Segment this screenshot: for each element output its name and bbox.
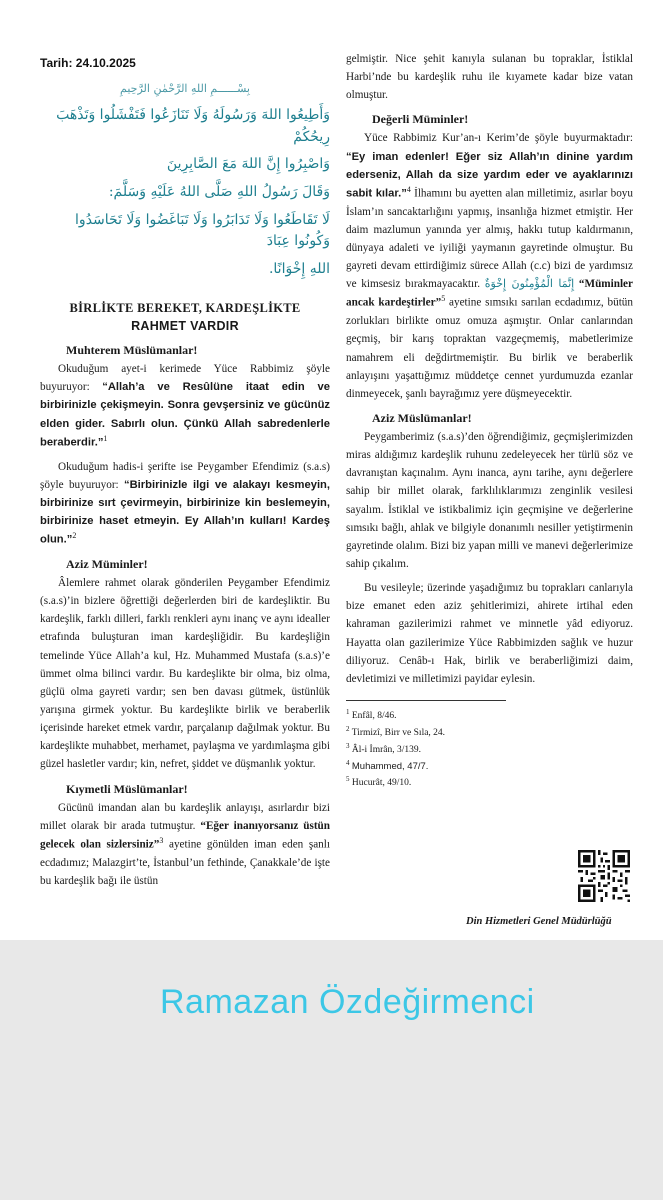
- footnote-ref: 5: [441, 294, 446, 304]
- paragraph-text: Okuduğum ayet-i kerimede Yüce Rabbimiz şöyle buyuruyor:: [40, 363, 330, 394]
- footnote-number: 2: [346, 724, 350, 733]
- footnote-ref: 4: [406, 184, 411, 194]
- verse-translation: “Müminler ancak kardeştirler”: [346, 278, 633, 310]
- paragraph-text: ayetine sımsıkı sarılan ecdadımız, bütün zorlukları birlikte omuz omuza aşmıştır. Onlar canlarından geçmiş, bir karış topraktan vazgeçmemiş, mabetlerimize namahrem eli değdirtmemiştir. Bu birlik ve beraberlik anlayışını yaşattığımız müddetçe cennet yurdumuzda ezanlar dinmeyecek, şanlı bayrağımız yere düşmeyecektir.: [346, 297, 633, 400]
- footnote: [346, 758, 506, 775]
- footnote-ref: 2: [72, 531, 77, 541]
- sermon-title-line-2: RAHMET VARDIR: [131, 318, 239, 333]
- hadith-translation: “Birbirinizle ilgi ve alakayı kesmeyin, birbirinize sırt çevirmeyin, birbirinize kin beslemeyin, birbirinize haset etmeyin. Ey Allah’ın kulları! Kardeş olun.”: [40, 478, 330, 546]
- verse-translation: “Eğer inanıyorsanız üstün gelecek olan sizlersiniz”: [40, 819, 330, 851]
- footnote-text: Muhammed, 47/7.: [351, 760, 429, 772]
- arabic-verse-line-1: وَأَطِيعُوا اللهَ وَرَسُولَهُ وَلَا تَنَازَعُوا فَتَفْشَلُوا وَتَذْهَبَ رِيحُكُمْ: [56, 107, 330, 145]
- section-heading: Kıymetli Müslümanlar!: [66, 781, 188, 796]
- footnote-number: 3: [346, 741, 350, 750]
- sermon-title: [40, 299, 330, 335]
- bismillah: بِسْــــــمِ اللهِ الرَّحْمٰنِ الرَّحِيمِ: [120, 82, 250, 95]
- footnote: [346, 724, 506, 741]
- footnote: [346, 774, 506, 791]
- publisher-name: Din Hizmetleri Genel Müdürlüğü: [466, 916, 612, 927]
- paragraph-text: ayetine gönülden iman eden şanlı ecdadımız; Malazgirt’te, İstanbul’un fethinde, Çanakkale’de işte bu kardeşlik bağı ile üstün: [40, 838, 330, 887]
- section-heading: Aziz Müminler!: [66, 556, 148, 571]
- sermon-date: Tarih: 24.10.2025: [40, 56, 136, 70]
- paragraph: Âlemlere rahmet olarak gönderilen Peygamber Efendimiz (s.a.s)’in bizlere öğrettiği değerlerden biri de kardeşliktir. Bu kardeşlik, farklı dilleri, farklı renkleri aynı inanç ve aynı idealler etrafında buluşturan iman kardeşliğidir. Bu kardeşliğin temelinde Yüce Allah’a kul, Hz. Muhammed Mustafa (s.a.s)’e ümmet olma bilinci vardır. Bu kardeşlikte bir olma, biz olma, güçlü olma gayreti vardır; sen ben davası gütmek, üstünlük yarışına girmek yoktur. Bu kardeşlikte birlik ve beraberlik içerisinde hareket etmek vardır, parçalanıp dağılmak yoktur. Bu kardeşlikte muhabbet, merhamet, paylaşma ve yardımlaşma gibi güzel hasletler vardır; kin, nefret, şiddet ve düşmanlık yoktur.: [40, 576, 330, 771]
- paragraph-text: Gücünü imandan alan bu kardeşlik anlayışı, asırlardır bizi millet olarak bir arada tutmuştur.: [40, 801, 330, 832]
- footnote-ref: 3: [159, 835, 164, 845]
- paragraph: [346, 129, 633, 403]
- paragraph: [40, 458, 330, 549]
- bottom-strip: [0, 940, 663, 1200]
- paragraph-text: Okuduğum hadis-i şerifte ise Peygamber Efendimiz (s.a.s) şöyle buyuruyor:: [40, 460, 330, 491]
- qr-code-icon[interactable]: [578, 850, 630, 902]
- section-heading: Aziz Müslümanlar!: [372, 411, 472, 425]
- verse-translation: “Allah’a ve Resûlüne itaat edin ve birbirinizle çekişmeyin. Sonra gevşersiniz ve gücünüz elden gider. Sabırlı olun. Çünkü Allah sabredenlerle beraberdir.”: [40, 381, 330, 449]
- arabic-verse-line-2: وَاصْبِرُوا إِنَّ اللهَ مَعَ الصَّابِرِينَ: [166, 156, 330, 173]
- paragraph-text: İlhamını bu ayetten alan milletimiz, asırlar boyu İslam’ın sancaktarlığını yapmış, insanlığa hizmet etmiştir. Her daim mazlumun yanında yer almış, hakkı tutup kaldırmanın, dünyaya adaleti ve iyiliği yaymanın gayretinde olmuştur. Bu gayreti devam ettirdiğimiz sürece Allah (c.c) bizi de yardımsız ve kimsesiz bırakmayacaktır.: [346, 187, 633, 291]
- footnote-number: 5: [346, 775, 350, 784]
- footnotes: [346, 700, 506, 791]
- footnote-text: Tirmizî, Birr ve Sıla, 24.: [351, 728, 446, 738]
- footnote-number: 4: [346, 758, 350, 767]
- footnote: [346, 707, 506, 724]
- right-column: [346, 50, 633, 791]
- left-column: [40, 56, 330, 890]
- section-heading: Değerli Müminler!: [372, 112, 469, 127]
- sermon-title-line-1: BİRLİKTE BEREKET, KARDEŞLİKTE: [69, 300, 301, 315]
- footnote-ref: 1: [103, 433, 108, 443]
- paragraph: [40, 799, 330, 890]
- verse-translation: “Ey iman edenler! Eğer siz Allah’ın dinine yardım ederseniz, Allah da size yardım eder ve ayaklarınızı sabit kılar.”: [346, 150, 633, 200]
- signature-text: Ramazan Özdeğirmenci: [160, 983, 535, 1021]
- arabic-hadith-line-1: لَا تَقَاطَعُوا وَلَا تَدَابَرُوا وَلَا تَبَاغَضُوا وَلَا تَحَاسَدُوا وَكُونُوا عِبَادَ: [75, 211, 330, 250]
- arabic-hadith-intro: وَقَالَ رَسُولُ اللهِ صَلَّى اللهُ عَلَيْهِ وَسَلَّمَ:: [108, 184, 330, 201]
- section-heading: Muhterem Müslümanlar!: [66, 343, 198, 358]
- footnote-text: Enfâl, 8/46.: [351, 711, 397, 722]
- footnote-text: Hucurât, 49/10.: [351, 778, 412, 789]
- arabic-inline-verse: إِنَّمَا الْمُؤْمِنُونَ إِخْوَةٌ: [484, 277, 575, 291]
- arabic-hadith-line-2: اللهِ إِخْوَانًا.: [268, 261, 330, 278]
- footnote-number: 1: [346, 707, 350, 716]
- paragraph: gelmiştir. Nice şehit kanıyla sulanan bu topraklar, İstiklal Harbi’nde bu kardeşlik ruhu ile kıyamete kadar bize vatan olmuştur.: [346, 53, 633, 102]
- paragraph-text: Yüce Rabbimiz Kur’an-ı Kerim’de şöyle buyurmaktadır:: [364, 132, 633, 145]
- footnote-text: Âl-i İmrân, 3/139.: [351, 744, 422, 755]
- paragraph: [40, 360, 330, 451]
- paragraph: Peygamberimiz (s.a.s)’den öğrendiğimiz, geçmişlerimizden miras aldığımız kardeşlik ruhunu zedeleyecek her türlü söz ve davranıştan kaçınalım. Aynı inanca, aynı tarihe, aynı değerlere sahip bir millet olarak, farklılıklarımızı zenginlik vesilesi sayalım. İstiklal ve istikbalimiz için geçmişine ve değerlerine sımsıkı bağlı, ahlak ve bilgiyle donanımlı nesiller yetiştirmenin gayretinde olalım. Bizi biz yapan milli ve manevi değerlerimize sahip çıkalım.: [346, 431, 633, 570]
- footnote: [346, 741, 506, 758]
- paragraph: Bu vesileyle; üzerinde yaşadığımız bu toprakları canlarıyla bize emanet eden aziz şehitlerimizi, ahirete irtihal eden kahraman gazilerimizi rahmet ve minnetle yâd ediyoruz. Hayatta olan gazilerimize Yüce Rabbimizden sağlık ve huzur diliyoruz. Cenâb-ı Hak, birlik ve beraberliğimizi daim, devletimizi ve milletimizi payidar eylesin.: [346, 582, 633, 685]
